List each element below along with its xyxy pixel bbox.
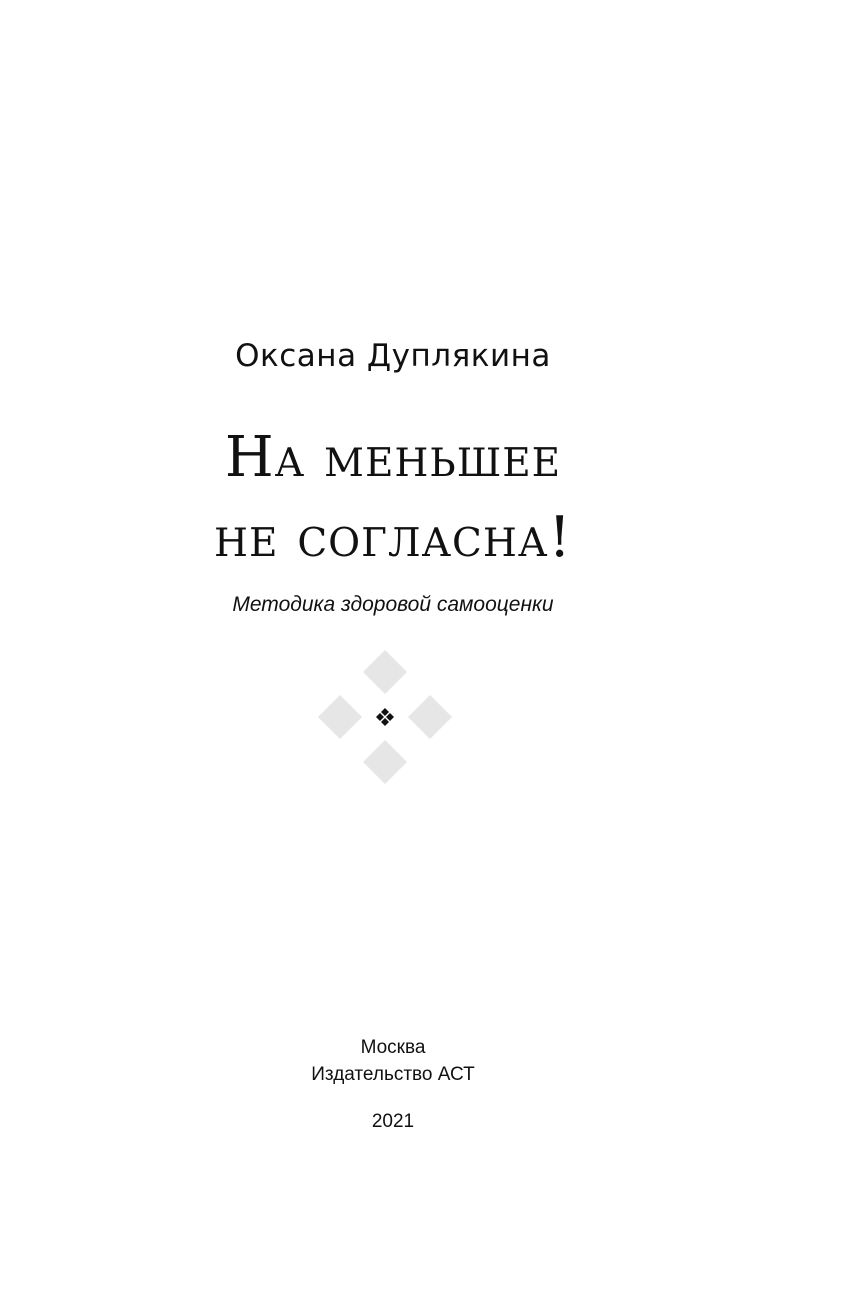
book-title-line-2: не согласна! <box>214 505 572 570</box>
imprint-year: 2021 <box>371 1111 415 1132</box>
author-name: Оксана Дуплякина <box>235 338 551 374</box>
ornament-bottom-diamond <box>363 740 407 784</box>
imprint <box>0 1034 786 1088</box>
imprint-publisher: Издательство АСТ <box>311 1064 475 1085</box>
ornament-top-diamond <box>363 650 407 694</box>
diamond-ornament-icon <box>315 648 455 788</box>
ornament-right-diamond <box>408 695 452 739</box>
book-subtitle: Методика здоровой самооценки <box>232 593 554 616</box>
book-title <box>0 418 786 578</box>
ornament-center-field <box>363 695 407 739</box>
ornament-left-diamond <box>318 695 362 739</box>
book-title-line-1: На меньшее <box>224 425 562 490</box>
imprint-city: Москва <box>360 1037 426 1058</box>
